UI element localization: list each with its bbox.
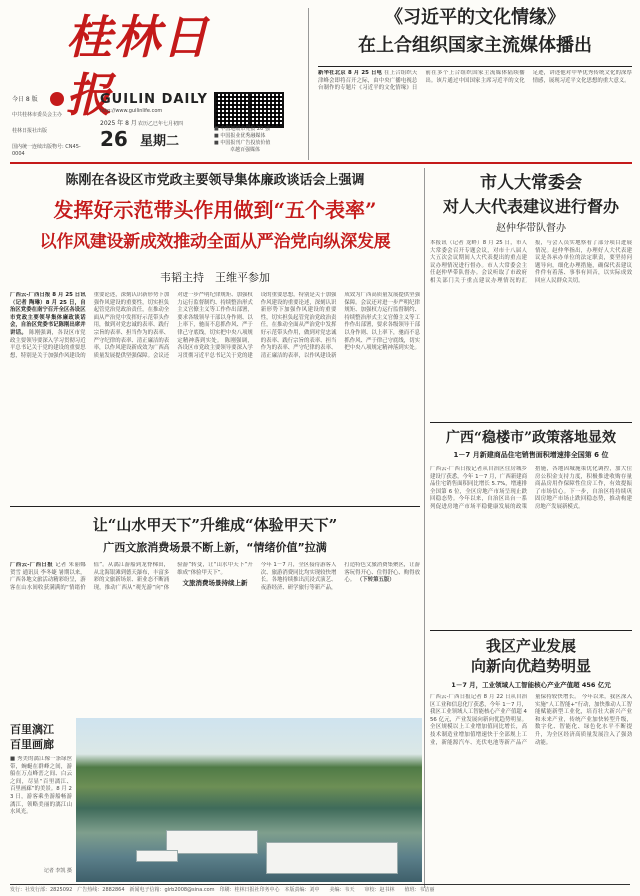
photo-caption: ■ 秀美的漓江像一条绿丝带，蜿蜒在群峰之间，游船在万点峰峦之间、白云之间，尽显“百里漓江、百里画廊”的美景。8 月 23 日，游客乘坐游船畅游漓江，领略美丽的漓江山水风光。 bbox=[10, 756, 72, 816]
culture-story-title: 让“山水甲天下”升维成“体验甲天下” bbox=[92, 516, 338, 534]
main-story-kicker: 陈刚在各设区市党政主要领导集体廉政谈话会上强调 bbox=[65, 173, 365, 188]
top-story-title: 《习近平的文化情缘》 bbox=[385, 7, 565, 28]
divider bbox=[424, 168, 425, 888]
right-story-2-text: 广西云-广西日报记者从自治区住房城乡建设厅获悉，今年 1－7 月，广西新建商品住宅销售面积同比增长 5.7%，增速排全国第 6 位，全区房地产市场呈现止跌回稳态势。今年以来，自治区出台一系列促进房地产市场平稳健康发展的政策措施，各地因城施策优化调控，加大住房公积金支持力度，积极推进收购存量商品房用作保障性住房工作，有效提振了市场信心。下一步，自治区将持续巩固房地产市场止跌回稳态势，推动构建房地产发展新模式。 bbox=[430, 466, 632, 510]
industry-story-text: 今年以来，我区深入实施“人工智能+”行动，加快推动人工智能赋能新型工业化，培育壮大新兴产业和未来产业，传统产业加快转型升级，数字化、智能化、绿色化水平不断提升，为全区经济高质量发展注入了强劲动能。 bbox=[535, 694, 632, 746]
qr-code-icon bbox=[214, 92, 250, 128]
photo-credit: 记者 李凯 摄 bbox=[43, 868, 72, 874]
culture-story-text: 暑期以来，广西各地文旅活动精彩纷呈，游客在山水间收获满满的“情绪价值”。从漓江游船到龙脊梯田，从北海银滩到德天瀑布，丰富多彩的文旅新场景、新业态不断涌现，推动广西从“观光游”向“体验游”转变，让“山水甲天下”升维成“体验甲天下”。 bbox=[10, 562, 253, 591]
guilin-daily-label: GUILIN DAILY bbox=[100, 92, 208, 107]
date-day: 26 bbox=[100, 127, 128, 151]
emblem-icon bbox=[50, 92, 64, 106]
main-story-text: 陈刚强调，各设区市党政主要领导要深入学习贯彻习近平总书记关于党的建设的重要思想，特别是关于加强作风建设的重要论述，深刻认识新形势下加强作风建设的重要性，切实担负起管党治党政治责任，在推动全面从严治党中发挥好示范带头作用，做到对党忠诚的表率、践行宗旨的表率、担当作为的表率、严守纪律的表率、清正廉洁的表率，以作风建设新成效为广西高质量发展提供坚强保障。会议还对进一步严明纪律规矩、加强权力运行监督制约、持续整治形式主义官僚主义等工作作出部署，要求各级领导干部以身作则、以上率下，驰而不息抓作风、严于律己守底线，切实把中央八项规定精神落到实处。 bbox=[10, 292, 253, 359]
industry-story-text: 广西云-广西日报记者 8 月 22 日从自治区工业和信息化厅获悉，今年 1－7 月，我区工业领域人工智能核心产业产值超 456 亿元，产业发展向新向优趋势明显。全区规模以上工业增加值同比增长，高技术制造业增加值增速快于全部规上工业，新能源汽车、光伏电池等新产品产量保持较快增长。 bbox=[430, 694, 580, 746]
industry-story-body bbox=[430, 694, 632, 880]
right-story-1-title: 对人大代表建议进行督办 bbox=[442, 197, 619, 216]
right-story-2-title: 广西“稳楼市”政策落地显效 bbox=[445, 430, 617, 446]
pages-count: 今日 8 版 bbox=[12, 96, 38, 103]
tour-boat bbox=[266, 842, 398, 874]
photo-title: 百里漓江 bbox=[10, 723, 54, 736]
culture-story-subhead: 文旅消费场景持续上新 bbox=[182, 579, 248, 588]
section-rule bbox=[10, 162, 632, 164]
divider bbox=[308, 8, 309, 160]
main-story-lead: 广西云-广西日报 8 月 25 日讯（记者 陶琳）8 月 25 日，自治区党委在南宁召开全区各设区市党政主要领导集体廉政谈话会，自治区党委书记陈刚出席并讲话。 bbox=[10, 292, 86, 336]
masthead-logo: 桂林日报 bbox=[66, 10, 210, 122]
media-honor: ■ 中国报业优秀融媒体 bbox=[214, 133, 266, 139]
media-honor: ■ 中国地级市党报 20 强 bbox=[214, 126, 270, 132]
date-year-month: 2025 年 8 月 bbox=[100, 120, 137, 127]
top-story-title: 在上合组织国家主流媒体播出 bbox=[358, 35, 592, 56]
industry-story-title: 我区产业发展 bbox=[485, 637, 576, 655]
main-story-title: 以作风建设新成效推动全面从严治党向纵深发展 bbox=[39, 232, 391, 252]
cn-number: 国内统一连续出版物号: CN45-0004 bbox=[12, 144, 81, 157]
main-story-text: 陈刚强调，各设区市党政主要领导要深入学习贯彻习近平总书记关于党的建设的重要思想，特别是关于加强作风建设的重要论述，深刻认识新形势下加强作风建设的重要性，切实担负起管党治党政治责任，在推动全面从严治党中发挥好示范带头作用，做到对党忠诚的表率、践行宗旨的表率、担当作为的表率、严守纪律的表率、清正廉洁的表率，以作风建设新成效为广西高质量发展提供坚强保障。会议还对进一步严明纪律规矩、加强权力运行监督制约、持续整治形式主义官僚主义等工作作出部署，要求各级领导干部以身作则、以上率下，驰而不息抓作风、严于律己守底线，切实把中央八项规定精神落到实处。 bbox=[177, 292, 420, 359]
top-story-byline: 新华社北京 8 月 25 日电 bbox=[318, 70, 383, 76]
industry-story-title: 向新向优趋势明显 bbox=[470, 657, 591, 675]
right-story-2-subtitle: 1－7 月新建商品住宅销售面积增速排全国第 6 位 bbox=[453, 451, 609, 459]
tour-boat bbox=[136, 850, 178, 862]
right-story-1-text: 本报讯（记者 龙畔）8 月 25 日，市人大常委会召开专题会议，对市十八届人大五次会议期间人大代表提出的重点建议办理情况进行督办。市人大常委会主任赵仲华带队督办。会议听取了市政府相关部门关于重点建议办理情况的汇报，与会人员实地察看了部分项目进展情况。赵仲华指出，办理好人大代表建议是各承办单位的法定职责，要坚持问题导向，细化办理措施，确保代表建议件件有着落、事事有回音，以实际成效回应人民群众关切。 bbox=[430, 240, 632, 284]
publisher: 桂林日报社出版 bbox=[12, 128, 48, 134]
main-story-host: 韦韬主持 王维平参加 bbox=[160, 271, 270, 284]
culture-story-body bbox=[10, 562, 420, 716]
right-story-1-byline: 赵仲华带队督办 bbox=[496, 223, 566, 234]
main-story-body bbox=[10, 292, 420, 502]
qr-code-icon bbox=[248, 92, 284, 128]
divider bbox=[430, 630, 632, 631]
photo-title: 百里画廊 bbox=[10, 738, 54, 751]
industry-story-subtitle: 1－7 月，工业领域人工智能核心产业产值超 456 亿元 bbox=[451, 681, 611, 689]
divider bbox=[318, 66, 632, 67]
party-org: 中共桂林市委员会主办 bbox=[12, 112, 63, 118]
top-story-body bbox=[318, 70, 632, 160]
top-story-text: 在上合组织天津峰会即将召开之际，由中央广播电视总台制作的专题片《习近平的文化情缘》日前在多个上合组织国家主流媒体陆续播出。该片通过中国国家主席习近平的文化足迹，讲述他对中华优秀传统文化的深厚情感，展现习近平文化思想的重大意义。 bbox=[318, 70, 632, 92]
culture-story-text: 今年 1－7 月，全区接待游客人次、旅游消费同比均实现较快增长。各地持续推出沉浸式演艺、夜游经济、研学旅行等新产品，打造特色文旅消费集聚区，让游客玩得开心、住得舒心、购得放心。 bbox=[260, 562, 420, 591]
right-story-1-body bbox=[430, 240, 632, 418]
culture-story-continued: （下转第五版） bbox=[356, 577, 395, 584]
divider bbox=[430, 422, 632, 423]
website-url[interactable]: http://www.guilinlife.com bbox=[100, 108, 163, 114]
culture-story-source: 广西云-广西日报 bbox=[10, 562, 53, 568]
right-story-2-body bbox=[430, 466, 632, 626]
culture-story-subtitle: 广西文旅消费场景不断上新，“情绪价值”拉满 bbox=[103, 541, 327, 554]
lunar-date: 农历乙巳年七月初四 bbox=[138, 121, 184, 127]
culture-story-reporters: 记者 朱丽娜 贺雪 通讯员 李冬婕 bbox=[10, 562, 86, 576]
weekday: 星期二 bbox=[140, 134, 180, 149]
tour-boat bbox=[166, 830, 258, 854]
li-river-photo bbox=[76, 718, 422, 882]
footer-info: 发行：社发行部：2825092 广告热线：2882864 新闻电子信箱：glrb2008@sina.com 印刷：桂林日报社印务中心 本版责编：刘中 美编：韦天 审校：赵书林 值班：韦洁丽 bbox=[10, 884, 630, 895]
media-honor: ■ 中国报刊广告投放价值 bbox=[214, 140, 271, 146]
divider bbox=[10, 506, 420, 507]
media-honor: 卓越百强媒体 bbox=[230, 147, 261, 153]
main-story-title: 发挥好示范带头作用做到“五个表率” bbox=[53, 198, 377, 222]
right-story-1-title: 市人大常委会 bbox=[480, 173, 582, 193]
